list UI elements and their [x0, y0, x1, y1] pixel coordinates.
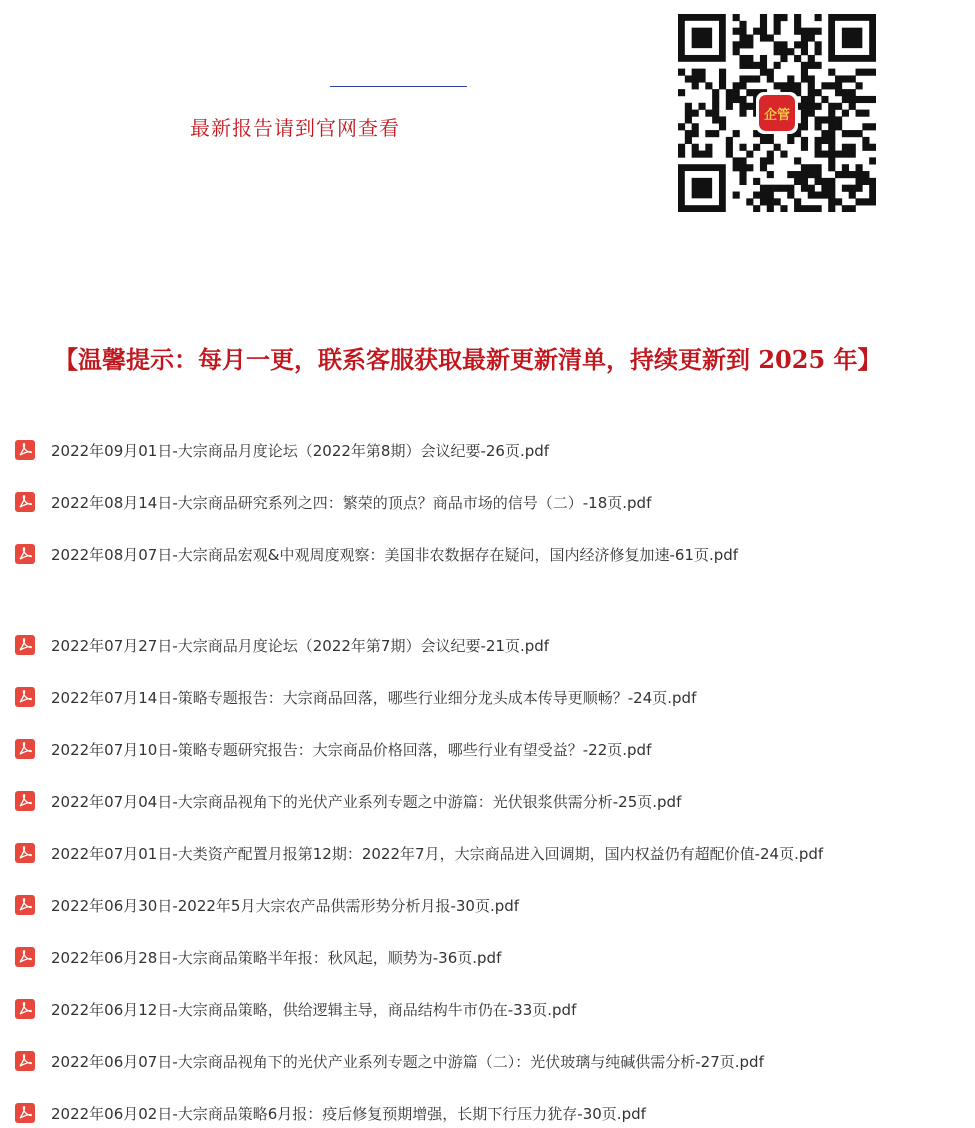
- pdf-icon: [14, 1102, 36, 1124]
- file-row[interactable]: [14, 736, 651, 762]
- pdf-icon: [14, 738, 36, 760]
- file-row[interactable]: [14, 541, 738, 567]
- pdf-icon: [14, 894, 36, 916]
- file-name: 2022年06月02日-大宗商品策略6月报：疫后修复预期增强，长期下行压力犹存-30页.pdf: [51, 1104, 646, 1123]
- file-name: 2022年09月01日-大宗商品月度论坛（2022年第8期）会议纪要-26页.pdf: [51, 441, 550, 460]
- file-name: 2022年06月12日-大宗商品策略，供给逻辑主导，商品结构牛市仍在-33页.pdf: [51, 1000, 577, 1019]
- pdf-icon: [14, 491, 36, 513]
- pdf-icon: [14, 543, 36, 565]
- file-row[interactable]: [14, 1048, 764, 1074]
- file-name: 2022年07月14日-策略专题报告：大宗商品回落，哪些行业细分龙头成本传导更顺畅？-24页.pdf: [51, 688, 697, 707]
- pdf-icon: [14, 1050, 36, 1072]
- file-name: 2022年08月14日-大宗商品研究系列之四：繁荣的顶点？商品市场的信号（二）-18页.pdf: [51, 493, 652, 512]
- file-name: 2022年06月07日-大宗商品视角下的光伏产业系列专题之中游篇（二）：光伏玻璃与纯碱供需分析-27页.pdf: [51, 1052, 764, 1071]
- qr-logo-mark: 企管: [759, 95, 795, 131]
- file-name: 2022年06月28日-大宗商品策略半年报：秋风起，顺势为-36页.pdf: [51, 948, 502, 967]
- file-row[interactable]: [14, 996, 576, 1022]
- file-name: 2022年07月04日-大宗商品视角下的光伏产业系列专题之中游篇：光伏银浆供需分析-25页.pdf: [51, 792, 682, 811]
- file-name: 2022年07月01日-大类资产配置月报第12期：2022年7月，大宗商品进入回调期，国内权益仍有超配价值-24页.pdf: [51, 844, 824, 863]
- file-name: 2022年07月27日-大宗商品月度论坛（2022年第7期）会议纪要-21页.pdf: [51, 636, 550, 655]
- file-row[interactable]: [14, 892, 519, 918]
- notice-banner: 【温馨提示：每月一更，联系客服获取最新更新清单，持续更新到 2025 年】: [54, 345, 882, 374]
- file-row[interactable]: [14, 944, 501, 970]
- pdf-icon: [14, 946, 36, 968]
- file-name: 2022年06月30日-2022年5月大宗农产品供需形势分析月报-30页.pdf: [51, 896, 520, 915]
- file-row[interactable]: [14, 489, 651, 515]
- pdf-icon: [14, 686, 36, 708]
- file-row[interactable]: [14, 1100, 646, 1126]
- file-name: 2022年08月07日-大宗商品宏观&中观周度观察：美国非农数据存在疑问，国内经济修复加速-61页.pdf: [51, 545, 739, 564]
- file-name: 2022年07月10日-策略专题研究报告：大宗商品价格回落，哪些行业有望受益？-22页.pdf: [51, 740, 652, 759]
- pdf-icon: [14, 998, 36, 1020]
- pdf-icon: [14, 842, 36, 864]
- pdf-icon: [14, 634, 36, 656]
- file-row[interactable]: [14, 788, 681, 814]
- file-row[interactable]: [14, 684, 696, 710]
- official-site-link[interactable]: 最新报告请到官网查看: [190, 116, 400, 140]
- file-row[interactable]: [14, 632, 549, 658]
- pdf-icon: [14, 439, 36, 461]
- file-row[interactable]: [14, 840, 823, 866]
- file-row[interactable]: [14, 437, 549, 463]
- pdf-icon: [14, 790, 36, 812]
